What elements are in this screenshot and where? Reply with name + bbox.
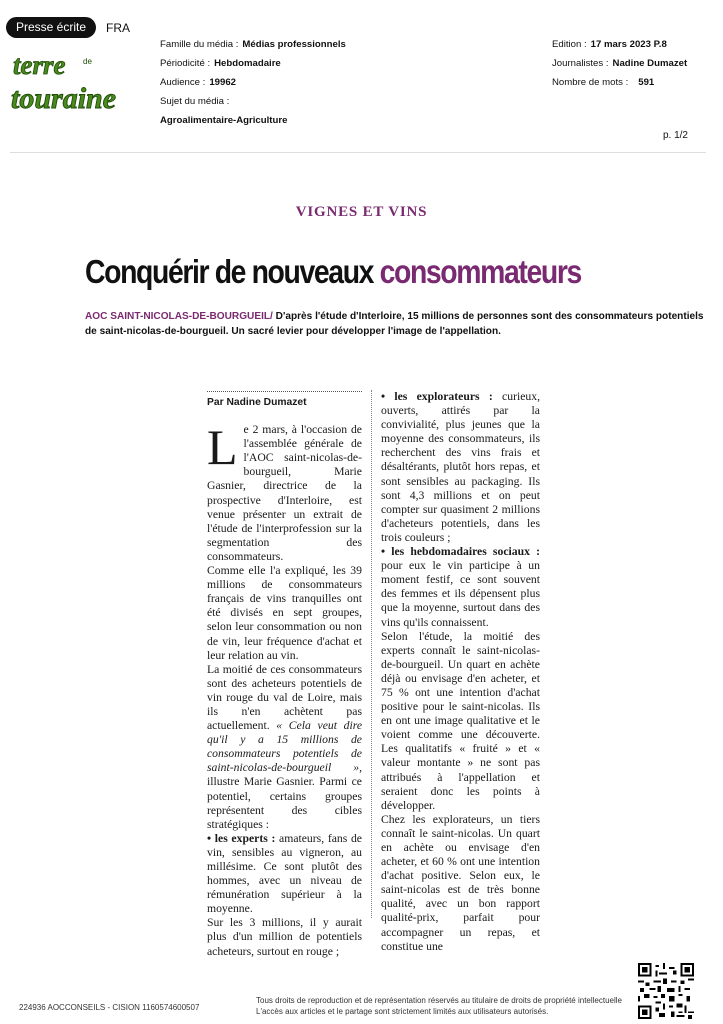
media-type-badge: Presse écrite <box>6 17 96 38</box>
article-column-1 <box>207 391 362 959</box>
media-subject-row: Sujet du média : <box>160 96 230 107</box>
language-label: FRA <box>106 21 130 35</box>
header-divider <box>10 152 706 153</box>
media-subject-value: Agroalimentaire-Agriculture <box>160 115 288 126</box>
paragraph: • les hebdomadaires sociaux : pour eux le vin participe à un moment festif, ce sont souvent des femmes et ils dépensent plus que la moyenne, surtout dans des vins qu'ils connaissent. <box>381 545 540 629</box>
document-reference: 224936 AOCCONSEILS - CISION 1160574600507 <box>19 1003 200 1012</box>
paragraph: • les explorateurs : curieux, ouverts, attirés par la convivialité, plus jeunes que la moyenne des consommateurs, ils recherchent des vins frais et désaltérants, plutôt hors repas, et sont sensibles au packaging. Ils sont 4,3 millions et on peut compter sur quasiment 2 millions d'acheteurs potentiels, dans les trois couleurs ; <box>381 390 541 544</box>
audience-row: Audience : 19962 <box>160 77 237 88</box>
journalists-row: Journalistes : Nadine Dumazet <box>552 58 688 69</box>
article-lead: AOC SAINT-NICOLAS-DE-BOURGUEIL/ D'après l'étude d'Interloire, 15 millions de personnes sont des consommateurs potentiels de saint-nicolas-de-bourgueil. Un sacré levier pour développer l'image de l'appellation. <box>85 311 704 337</box>
column-divider <box>371 390 372 918</box>
drop-cap: L <box>207 419 238 476</box>
svg-text:terre: terre <box>13 50 66 80</box>
publication-logo <box>9 50 133 120</box>
article-byline: Par Nadine Dumazet <box>207 397 307 408</box>
media-info-right <box>552 35 687 92</box>
paragraph: Chez les explorateurs, un tiers connaît le saint-nicolas. Un quart en achète ou envisage d'en acheter, et 60 % ont une intention d'achat positive. Selon eux, le saint-nicolas est de très bonne qualité, avec un bon rapport qualité-prix, parfait pour accompagner un repas, et constitue une <box>381 812 540 953</box>
media-info-left <box>160 35 346 130</box>
page-number: p. 1/2 <box>662 130 688 141</box>
paragraph: Selon l'étude, la moitié des experts connaît le saint-nicolas-de-bourgueil. Un quart en achète déjà ou envisage d'en acheter, et 75 % ont une intention d'achat positive pour le saint-nicolas. Ils en ont une image qualitative et le voient comme une découverte. Les qualitatifs « fruité » et « valeur montante » ne sont pas attribués à l'appellation et seraient donc les points à développer. <box>381 629 540 812</box>
qr-code-icon[interactable] <box>638 963 694 1019</box>
byline-rule <box>207 391 362 392</box>
article-title: Conquérir de nouveaux consommateurs <box>85 253 581 290</box>
svg-text:de: de <box>83 57 92 66</box>
periodicity-row: Périodicité : Hebdomadaire <box>160 58 281 69</box>
paragraph: La moitié de ces consommateurs sont des acheteurs potentiels de vin rouge du val de Loire, mais ils n'en achètent pas actuellement. « Cela veut dire qu'il y a 15 millions de consommateurs potentiels de saint-nicolas-de-bourgueil », illustre Marie Gasnier. Parmi ce potentiel, certains groupes représentent des cibles stratégiques : <box>207 662 363 831</box>
article-column-2 <box>381 390 540 954</box>
copyright-notice: Tous droits de reproduction et de représentation réservés au titulaire de droits de propriété intellectuelle L'accès aux articles et le partage sont strictement limités aux utilisateurs autorisés. <box>256 996 622 1016</box>
paragraph: Comme elle l'a expliqué, les 39 millions de consommateurs français de vins tranquilles ont été divisés en sept groupes, selon leur consommation ou non de vin, leur fréquence d'achat et leur relation au vin. <box>207 564 362 662</box>
paragraph: Sur les 3 millions, il y aurait plus d'un million de potentiels acheteurs, surtout en rouge ; <box>207 916 362 958</box>
word-count-row: Nombre de mots : 591 <box>552 77 655 88</box>
media-family-row: Famille du média : Médias professionnels <box>160 39 346 50</box>
svg-text:touraine: touraine <box>11 82 117 115</box>
edition-row: Edition : 17 mars 2023 P.8 <box>552 39 667 50</box>
article-rubric: VIGNES ET VINS <box>295 204 428 220</box>
paragraph: • les experts : amateurs, fans de vin, sensibles au vigneron, au millésime. Ce sont plutôt des hommes, avec un niveau de rémunération supérieur à la moyenne. <box>207 831 362 916</box>
paragraph: Le 2 mars, à l'occasion de l'assemblée générale de l'AOC saint-nicolas-de-bourgueil, Marie Gasnier, directrice de la prospective d'Interloire, est venue présenter un extrait de l'étude de l'interprofession sur la segmentation des consommateurs. <box>207 419 362 563</box>
